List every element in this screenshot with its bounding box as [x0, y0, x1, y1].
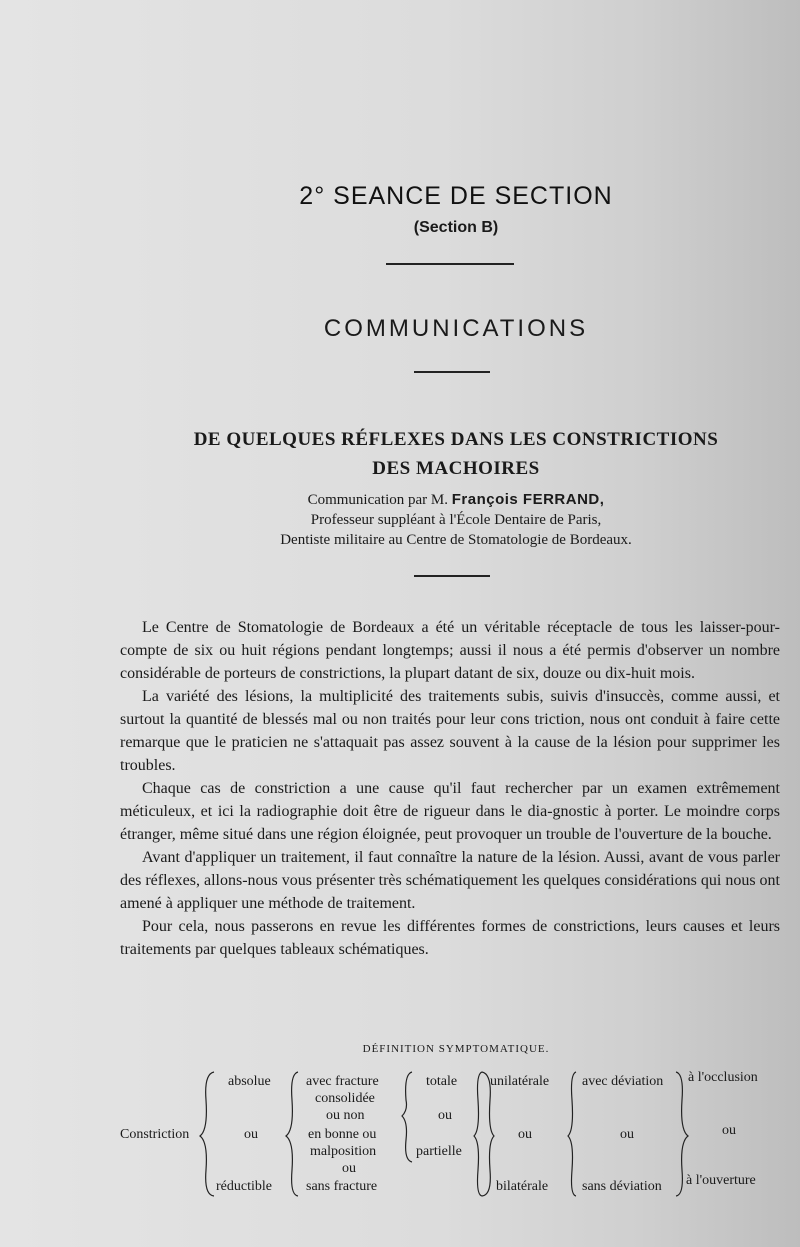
schema-cell: à l'ouverture	[686, 1173, 756, 1188]
brace	[568, 1072, 576, 1196]
schema-cell: unilatérale	[490, 1074, 550, 1089]
schema-cell: partielle	[416, 1144, 462, 1159]
schema-cell: réductible	[216, 1179, 272, 1194]
paragraph: Avant d'appliquer un traitement, il faut connaître la nature de la lésion. Aussi, avant de vous parler des réflexes, allons-nous vous présenter très schématiquement les quelques considérations qui nous ont amené à appliquer une méthode de traitement.	[120, 849, 780, 912]
schema-cell: avec déviation	[582, 1074, 664, 1089]
brace	[286, 1072, 298, 1196]
schema-cell: ou	[518, 1127, 532, 1142]
schema-cell: ou	[342, 1161, 356, 1176]
schema-cell: totale	[426, 1074, 458, 1089]
schema-cell: avec fracture	[306, 1074, 379, 1089]
schema-cell: ou non	[326, 1108, 365, 1123]
schema-cell: ou	[620, 1127, 634, 1142]
section-label: (Section B)	[413, 219, 499, 236]
schema-root: Constriction	[120, 1127, 190, 1142]
affiliation: Professeur suppléant à l'École Dentaire de Paris,	[310, 512, 602, 528]
schema-cell: malposition	[310, 1144, 377, 1159]
author-name: François FERRAND,	[451, 491, 605, 508]
schema-cell: bilatérale	[496, 1179, 549, 1194]
byline-prefix: Communication par M.	[307, 492, 448, 508]
schema-cell: sans fracture	[306, 1179, 378, 1194]
schema-title: DÉFINITION SYMPTOMATIQUE.	[362, 1043, 550, 1055]
brace	[482, 1072, 494, 1196]
affiliation: Dentiste militaire au Centre de Stomatologie de Bordeaux.	[280, 532, 632, 548]
schema-cell: sans déviation	[582, 1179, 662, 1194]
brace	[200, 1072, 214, 1196]
session-title: 2° SEANCE DE SECTION	[299, 182, 613, 210]
schema-cell: ou	[244, 1127, 258, 1142]
schema-cell: consolidée	[315, 1091, 375, 1106]
paragraph: La variété des lésions, la multiplicité des traitements subis, suivis d'insuccès, comme aussi, et surtout la quantité de blessés mal ou non traités pour leur cons triction, nous ont conduit à faire cette remarque que le praticien ne s'attaquait pas assez souvent à la cause de la lésion pour supprimer les troubles.	[120, 688, 780, 774]
paragraph: Pour cela, nous passerons en revue les différentes formes de constrictions, leurs causes et leurs traitements par quelques tableaux schématiques.	[120, 918, 780, 958]
brace	[402, 1072, 412, 1162]
schema-cell: ou	[438, 1108, 452, 1123]
paragraph: Le Centre de Stomatologie de Bordeaux a été un véritable réceptacle de tous les laisser-pour-compte de six ou huit régions pendant longtemps; aussi il nous a été permis d'observer un nombre considérable de porteurs de constrictions, la plupart datant de six, douze ou dix-huit mois.	[120, 619, 780, 682]
schema-cell: à l'occlusion	[688, 1070, 758, 1085]
schema-cell: absolue	[228, 1074, 271, 1089]
article-title-line: DE QUELQUES RÉFLEXES DANS LES CONSTRICTIONS	[193, 429, 719, 450]
brace	[676, 1072, 688, 1196]
schema-cell: en bonne ou	[308, 1127, 377, 1142]
article-title-line: DES MACHOIRES	[372, 458, 540, 479]
brace	[474, 1072, 482, 1196]
schema-cell: ou	[722, 1123, 736, 1138]
paragraph: Chaque cas de constriction a une cause qu'il faut rechercher par un examen extrêmement méticuleux, et ici la radiographie doit être de rigueur dans le dia-gnostic à porter. Le moindre corps étranger, même situé dans une région éloignée, peut provoquer un trouble de l'ouverture de la bouche.	[120, 780, 780, 843]
communications-heading: COMMUNICATIONS	[323, 315, 589, 342]
